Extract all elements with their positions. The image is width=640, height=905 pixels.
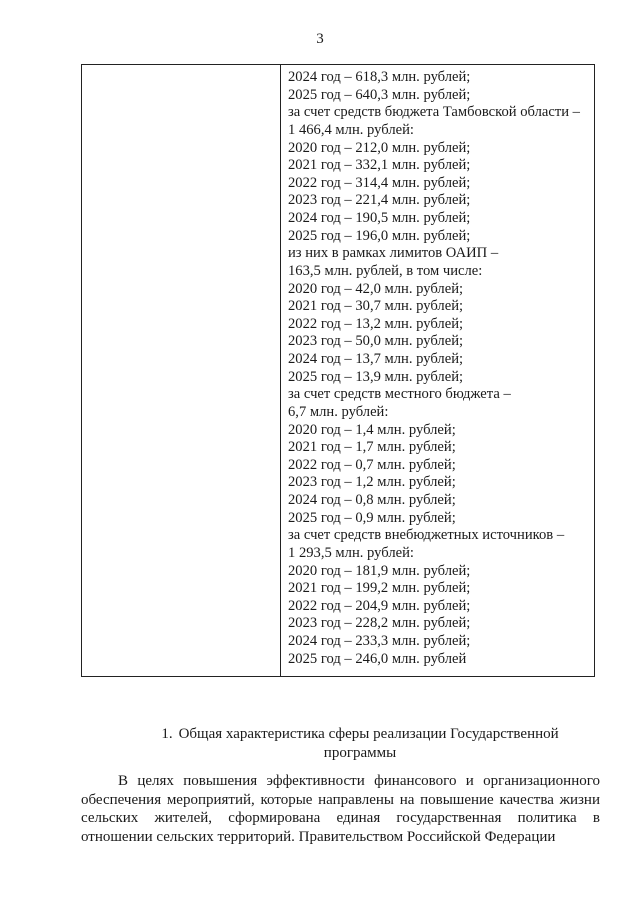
financing-line: 2025 год – 246,0 млн. рублей <box>288 650 467 667</box>
table-column-divider <box>280 65 281 676</box>
financing-lines <box>288 69 590 668</box>
section-title-line2: программы <box>323 744 397 761</box>
financing-line: 2025 год – 13,9 млн. рублей; <box>288 368 464 385</box>
financing-line: 2021 год – 1,7 млн. рублей; <box>288 439 456 456</box>
financing-line: 2023 год – 221,4 млн. рублей; <box>288 192 471 209</box>
financing-line: 2020 год – 181,9 млн. рублей; <box>288 562 471 579</box>
financing-line: 1 466,4 млн. рублей: <box>288 121 414 138</box>
financing-line: 2023 год – 1,2 млн. рублей; <box>288 474 456 491</box>
financing-line: 1 293,5 млн. рублей: <box>288 544 414 561</box>
financing-line: 6,7 млн. рублей: <box>288 403 389 420</box>
financing-line: 2020 год – 42,0 млн. рублей; <box>288 280 464 297</box>
financing-table <box>81 64 595 677</box>
financing-line: 2023 год – 228,2 млн. рублей; <box>288 615 471 632</box>
financing-line: 163,5 млн. рублей, в том числе: <box>288 262 483 279</box>
section-title-line1 <box>120 725 600 744</box>
financing-line: 2025 год – 196,0 млн. рублей; <box>288 227 471 244</box>
financing-line: 2024 год – 190,5 млн. рублей; <box>288 210 471 226</box>
financing-line: 2022 год – 0,7 млн. рублей; <box>288 456 456 473</box>
section-title-text: Общая характеристика сферы реализации Государственной <box>178 726 559 742</box>
financing-line: 2021 год – 199,2 млн. рублей; <box>288 580 471 597</box>
financing-line: 2024 год – 233,3 млн. рублей; <box>288 633 471 649</box>
financing-line: 2025 год – 0,9 млн. рублей; <box>288 509 456 526</box>
financing-line: 2024 год – 618,3 млн. рублей; <box>288 69 471 85</box>
body-paragraph: В целях повышения эффективности финансового и организационного обеспечения мероприятий, которые направлены на повышение качества жизни сельских жителей, сформирована единая государственная политика в отношении сельских территорий. Правительством Российской Федерации <box>81 773 600 846</box>
financing-line: 2022 год – 314,4 млн. рублей; <box>288 174 471 191</box>
financing-line: за счет средств бюджета Тамбовской области – <box>288 104 580 121</box>
financing-line: за счет средств внебюджетных источников – <box>288 527 565 544</box>
financing-line: 2021 год – 332,1 млн. рублей; <box>288 157 471 174</box>
financing-line: 2025 год – 640,3 млн. рублей; <box>288 86 471 103</box>
financing-line: 2024 год – 0,8 млн. рублей; <box>288 492 456 508</box>
financing-line: 2020 год – 212,0 млн. рублей; <box>288 139 471 156</box>
financing-line: 2023 год – 50,0 млн. рублей; <box>288 333 464 350</box>
section-title <box>120 725 600 762</box>
financing-line: 2024 год – 13,7 млн. рублей; <box>288 351 464 367</box>
section-number: 1. <box>161 726 173 742</box>
financing-line: из них в рамках лимитов ОАИП – <box>288 245 499 262</box>
page-number: 3 <box>316 31 324 47</box>
financing-line: 2021 год – 30,7 млн. рублей; <box>288 298 464 315</box>
financing-line: за счет средств местного бюджета – <box>288 386 511 403</box>
financing-line: 2022 год – 204,9 млн. рублей; <box>288 597 471 614</box>
financing-line: 2022 год – 13,2 млн. рублей; <box>288 315 464 332</box>
financing-line: 2020 год – 1,4 млн. рублей; <box>288 421 456 438</box>
